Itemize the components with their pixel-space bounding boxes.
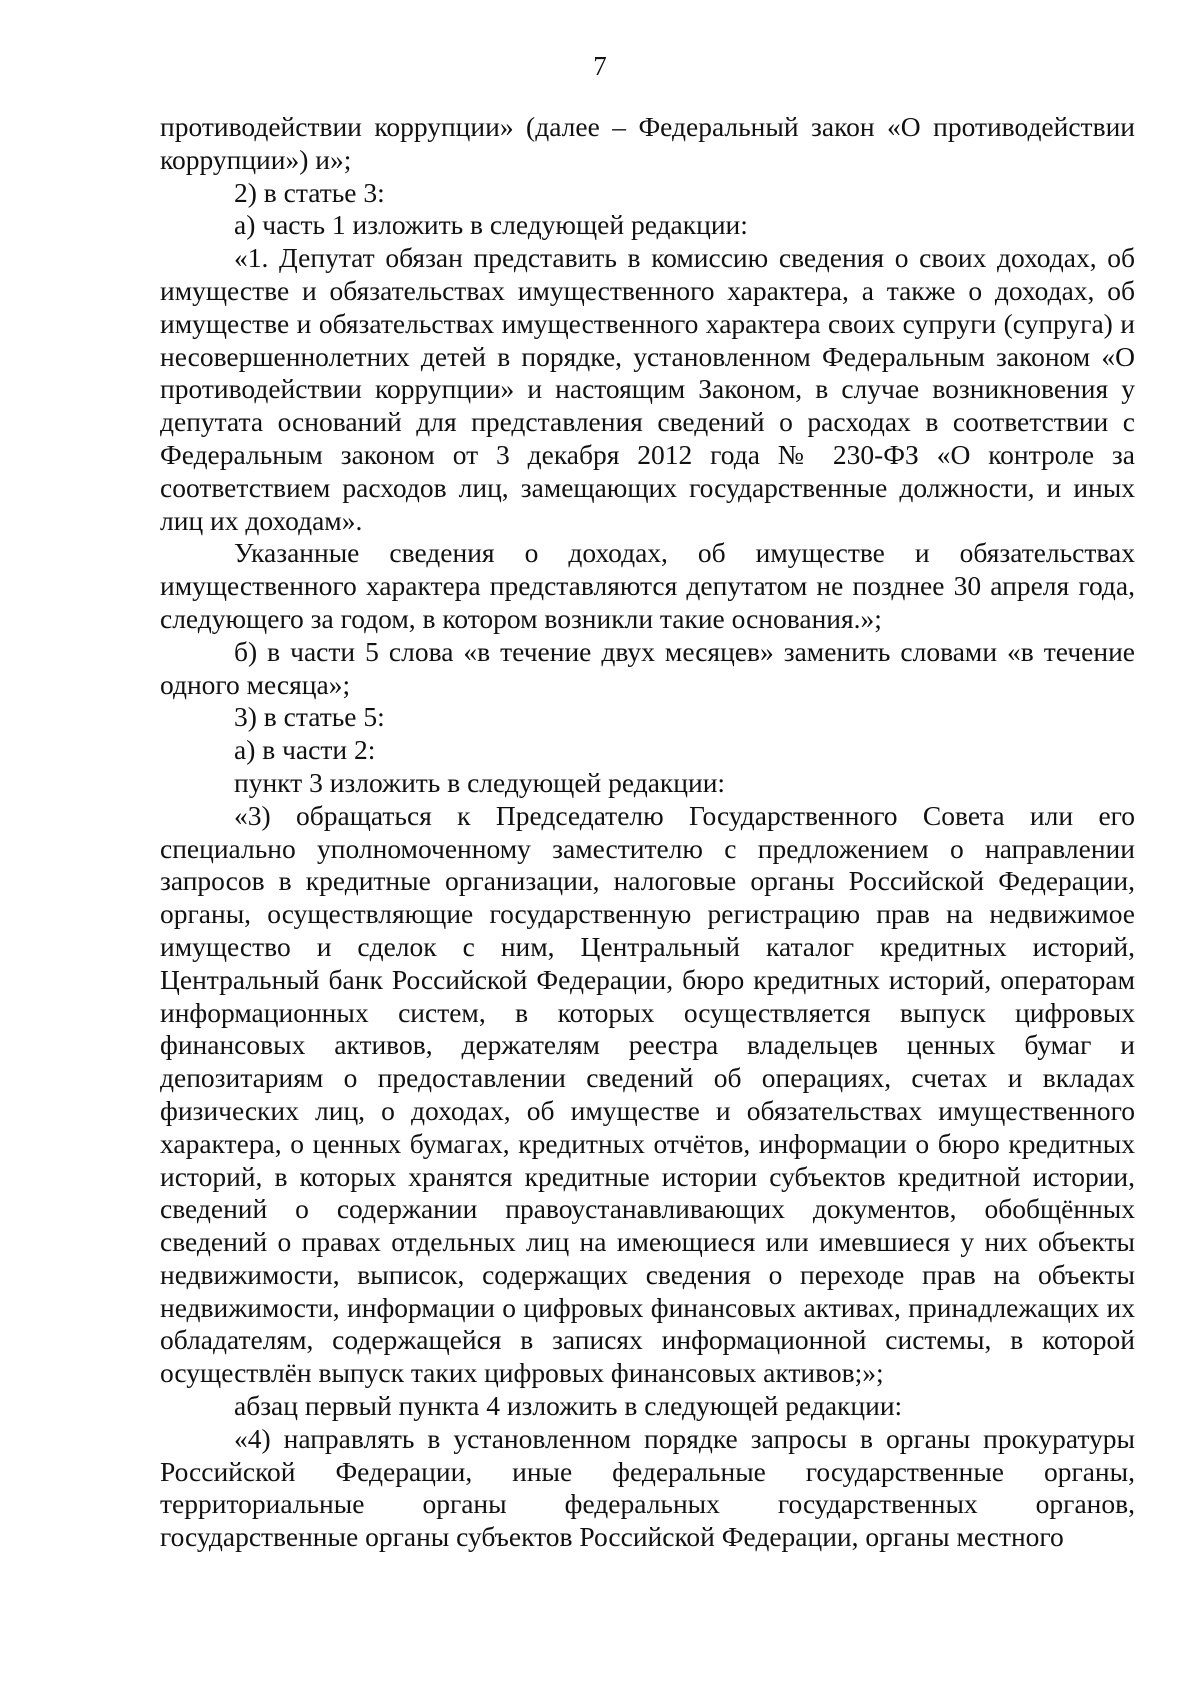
paragraph-item-4-edit: абзац первый пункта 4 изложить в следующей редакции:	[234, 1390, 903, 1422]
paragraph-part-5: б) в части 5 слова «в течение двух месяцев» заменить словами «в течение одного месяца»;	[160, 635, 1135, 700]
page-number: 7	[593, 51, 607, 81]
paragraph-article-3: 2) в статье 3:	[234, 176, 385, 208]
paragraph-quote-3: «3) обращаться к Председателю Государственного Совета или его специально уполномоченному заместителю с предложением о направлении запросов в кредитные организации, налоговые органы Российской Федерации, органы, осуществляющие государственную регистрацию прав на недвижимое имущество и сделок с ним, Центральный каталог кредитных историй, Центральный банк Российской Федерации, бюро кредитных историй, операторам информационных систем, в которых осуществляется выпуск цифровых финансовых активов, держателям реестра владельцев ценных бумаг и депозитариям о предоставлении сведений об операциях, счетах и вкладах физических лиц, о доходах, об имуществе и обязательствах имущественного характера, о ценных бумагах, кредитных отчётов, информации о бюро кредитных историй, в которых хранятся кредитные истории субъектов кредитной истории, сведений о содержании правоустанавливающих документов, обобщённых сведений о правах отдельных лиц на имеющиеся или имевшиеся у них объекты недвижимости, выписок, содержащих сведения о переходе прав на объекты недвижимости, информации о цифровых финансовых активах, принадлежащих их обладателям, содержащейся в записях информационной системы, в которой осуществлён выпуск таких цифровых финансовых активов;»;	[160, 799, 1135, 1389]
paragraph-continuation: противодействии коррупции» (далее – Федеральный закон «О противодействии коррупции») и»;	[160, 111, 1135, 175]
document-body	[160, 111, 1135, 1554]
paragraph-item-3-edit: пункт 3 изложить в следующей редакции:	[234, 766, 726, 798]
paragraph-part-2: а) в части 2:	[234, 734, 376, 766]
paragraph-specified-info: Указанные сведения о доходах, об имуществе и обязательствах имущественного характера представляются депутатом не позднее 30 апреля года, следующего за годом, в котором возникли такие основания.»;	[160, 537, 1135, 634]
paragraph-quote-1: «1. Депутат обязан представить в комиссию сведения о своих доходах, об имуществе и обязательствах имущественного характера, а также о доходах, об имуществе и обязательствах имущественного характера своих супруги (супруга) и несовершеннолетних детей в порядке, установленном Федеральным законом «О противодействии коррупции» и настоящим Законом, в случае возникновения у депутата оснований для представления сведений о расходах в соответствии с Федеральным законом от 3 декабря 2012 года № 230-ФЗ «О контроле за соответствием расходов лиц, замещающих государственные должности, и иных лиц их доходам».	[160, 242, 1135, 536]
paragraph-quote-4: «4) направлять в установленном порядке запросы в органы прокуратуры Российской Федерации, иные федеральные государственные органы, территориальные органы федеральных государственных органов, государственные органы субъектов Российской Федерации, органы местного	[160, 1422, 1135, 1553]
paragraph-part-1-edit: а) часть 1 изложить в следующей редакции:	[234, 209, 748, 241]
paragraph-article-5: 3) в статье 5:	[234, 701, 385, 733]
